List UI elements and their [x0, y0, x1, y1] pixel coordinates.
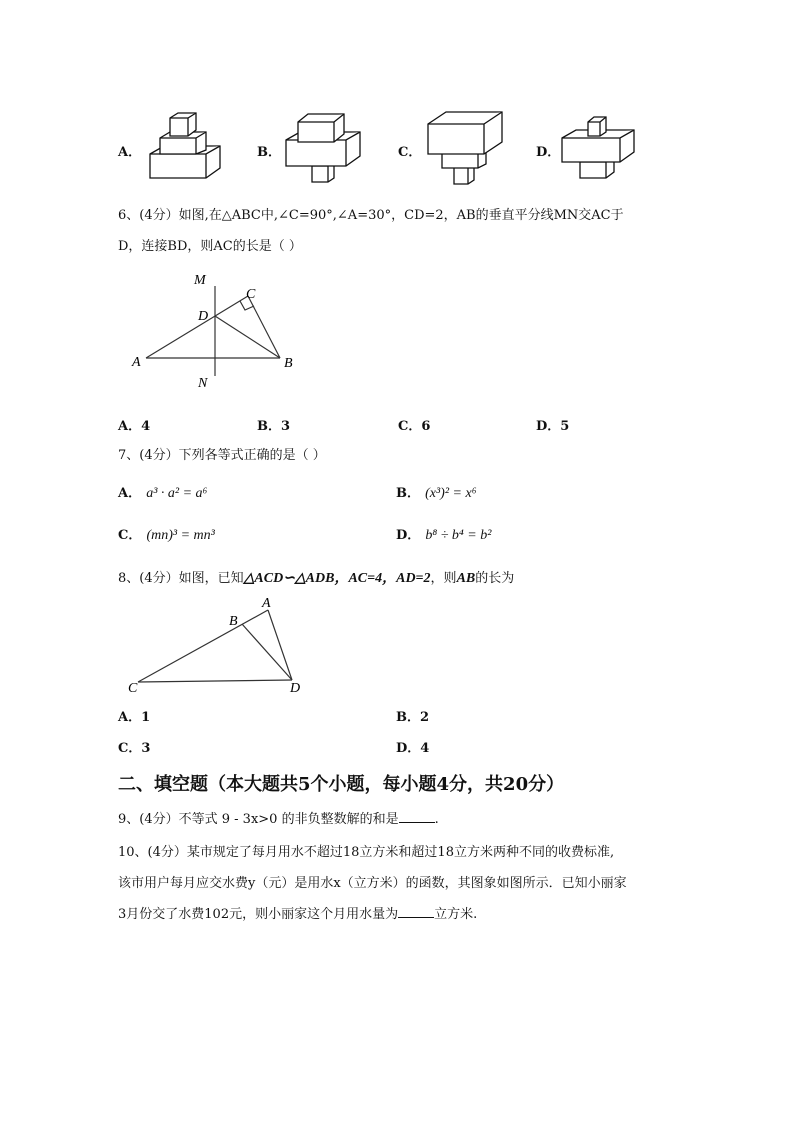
label-d: D — [198, 309, 209, 324]
segment-cd — [138, 680, 292, 682]
q7-option-c — [118, 524, 215, 544]
q6-option-a: A．4 — [118, 419, 151, 434]
q8-stem-math: △ACD∽△ADB，AC=4，AD=2 — [243, 571, 431, 586]
label-m: M — [194, 273, 206, 288]
q7-option-a — [118, 482, 207, 502]
q9-stem — [118, 810, 439, 830]
segment-bd — [242, 624, 292, 680]
stacked-cubes-top-view-a-icon — [146, 110, 224, 186]
q5-option-b-label: B． — [257, 145, 281, 160]
q10-line2: 该市用户每月应交水费y（元）是用水x（立方米）的函数，其图象如图所示．已知小丽家 — [118, 876, 627, 891]
label-n: N — [198, 376, 208, 391]
stacked-cubes-top-view-b-icon — [282, 110, 364, 186]
q5-option-a-label: A． — [118, 145, 142, 160]
q8-option-a: A．1 — [118, 710, 151, 725]
q8-stem-ab: AB — [456, 571, 476, 586]
q6-triangle-figure — [128, 268, 303, 394]
q7-option-d-label: D． — [396, 528, 421, 543]
q7-option-b-expr: (x³)² = x⁶ — [425, 486, 477, 501]
q8-stem-end: 的长为 — [475, 571, 515, 586]
label-b: B — [284, 356, 293, 371]
stacked-cubes-top-view-c-icon — [424, 108, 506, 188]
q7-option-b-label: B． — [396, 486, 420, 501]
label-a: A — [132, 355, 141, 370]
q10-line3-prefix: 3月份交了水费102元，则小丽家这个月用水量为 — [118, 907, 399, 922]
q10-line3 — [118, 905, 477, 925]
q9-prefix: 9、(4分）不等式 9 - 3x>0 的非负整数解的和是 — [118, 812, 399, 827]
q8-option-c: C．3 — [118, 741, 151, 756]
q6-option-d: D．5 — [536, 419, 570, 434]
q9-answer-blank[interactable] — [399, 810, 435, 823]
q8-stem-suffix: ，则 — [430, 571, 457, 586]
q10-answer-blank[interactable] — [398, 905, 434, 918]
q7-option-b — [396, 482, 477, 502]
label-d: D — [290, 681, 301, 696]
q7-option-a-expr: a³ · a² = a⁶ — [146, 486, 208, 501]
label-b: B — [229, 614, 238, 629]
segment-cb — [248, 296, 280, 358]
q5-option-d-label: D． — [536, 145, 561, 160]
q7-option-d-expr: b⁸ ÷ b⁴ = b² — [425, 528, 492, 543]
q7-stem: 7、(4分）下列各等式正确的是（ ） — [118, 448, 326, 463]
q5-option-c-label: C． — [398, 145, 422, 160]
q8-option-d: D．4 — [396, 741, 430, 756]
segment-ad — [268, 610, 292, 680]
q7-option-d — [396, 524, 491, 544]
label-c: C — [128, 681, 138, 696]
q8-stem — [118, 569, 514, 589]
segment-ca — [138, 610, 268, 682]
q7-option-a-label: A． — [118, 486, 142, 501]
segment-db — [215, 316, 280, 358]
q6-stem-line1: 6、(4分）如图,在△ABC中,∠C=90°,∠A=30°，CD=2，AB的垂直平分线MN交AC于 — [118, 208, 624, 223]
q10-line1: 10、(4分）某市规定了每月用水不超过18立方米和超过18立方米两种不同的收费标准, — [118, 845, 615, 860]
q8-stem-prefix: 8、(4分）如图，已知 — [118, 571, 244, 586]
q7-option-c-label: C． — [118, 528, 142, 543]
q6-option-b: B．3 — [257, 419, 291, 434]
label-a: A — [262, 596, 271, 611]
q10-line3-suffix: 立方米. — [434, 907, 478, 922]
q8-option-b: B．2 — [396, 710, 430, 725]
label-c: C — [246, 287, 256, 302]
section-2-title: 二、填空题（本大题共5个小题，每小题4分，共20分） — [118, 774, 565, 795]
stacked-cubes-top-view-d-icon — [558, 112, 640, 188]
q8-triangle-figure — [124, 594, 314, 696]
q6-stem-line2: D，连接BD，则AC的长是（ ） — [118, 239, 302, 254]
q6-option-c: C．6 — [398, 419, 431, 434]
q7-option-c-expr: (mn)³ = mn³ — [146, 528, 215, 543]
q9-suffix: . — [434, 812, 439, 827]
